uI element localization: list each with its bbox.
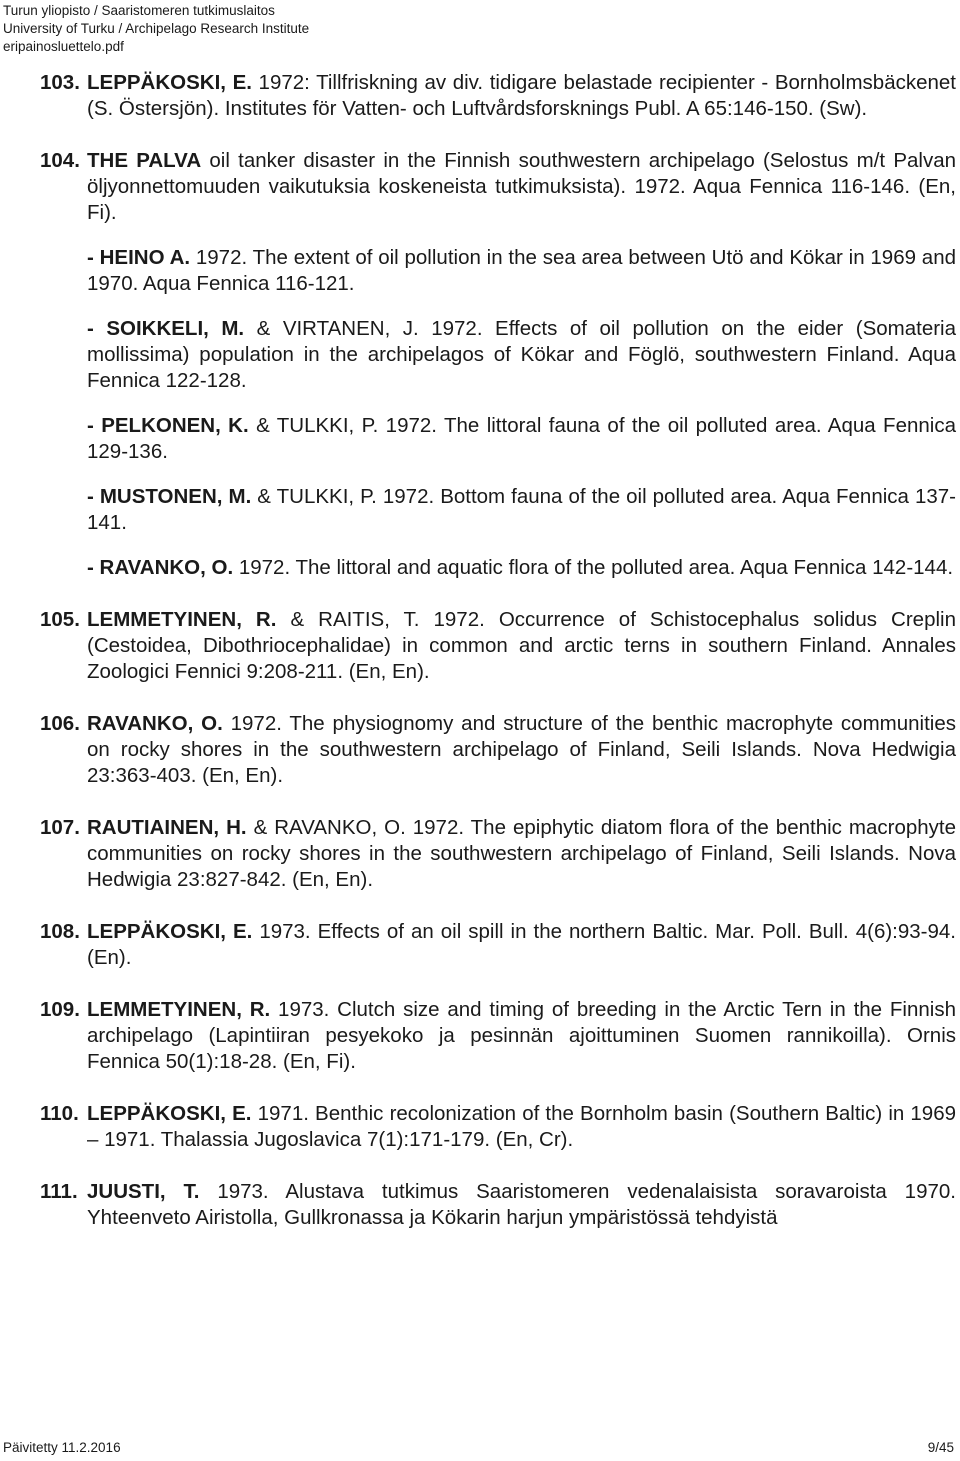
entry-author: LEMMETYINEN, R. (87, 998, 271, 1021)
entry-citation: 1973. Effects of an oil spill in the northern Baltic. Mar. Poll. Bull. 4(6):93-94. (En). (87, 920, 957, 969)
publication-entry-108 (40, 919, 956, 971)
entry-author: - MUSTONEN, M. (87, 485, 252, 508)
entry-number: 105. (40, 608, 80, 631)
publication-subentry-heino (40, 245, 956, 297)
publication-subentry-mustonen (40, 484, 956, 536)
entry-number: 110. (40, 1102, 79, 1125)
entry-citation: 1971. Benthic recolonization of the Bornholm basin (Southern Baltic) in 1969 – 1971. Thalassia Jugoslavica 7(1):171-179. (En, Cr). (87, 1102, 957, 1151)
last-updated-date: Päivitetty 11.2.2016 (3, 1440, 121, 1455)
publication-entry-107 (40, 815, 956, 893)
entry-number: 107. (40, 816, 80, 839)
entry-number: 109. (40, 998, 80, 1021)
publication-subentry-soikkeli (40, 316, 956, 394)
publication-subentry-pelkonen (40, 413, 956, 465)
entry-number: 106. (40, 712, 80, 735)
entry-citation: & TULKKI, P. 1972. Bottom fauna of the oil polluted area. Aqua Fennica 137-141. (87, 485, 956, 534)
publication-entry-105 (40, 607, 956, 685)
entry-number: 103. (40, 71, 80, 94)
entry-citation: 1973. Clutch size and timing of breeding in the Arctic Tern in the Finnish archipelago (Lapintiiran pesyekoko ja pesinnän ajoittuminen Suomen rannikoilla). Ornis Fennica 50(1):18-28. (En, Fi). (87, 998, 956, 1073)
entry-citation: 1972: Tillfriskning av div. tidigare belastade recipienter - Bornholmsbäckenet (S. Östersjön). Institutes för Vatten- och Luftvårdsforsknings Publ. A 65:146-150. (Sw). (87, 71, 957, 120)
entry-citation: & TULKKI, P. 1972. The littoral fauna of the oil polluted area. Aqua Fennica 129-136. (87, 414, 956, 463)
entry-author: - SOIKKELI, M. (87, 317, 245, 340)
header-institution-fi: Turun yliopisto / Saaristomeren tutkimuslaitos (3, 3, 275, 18)
entry-author: JUUSTI, T. (87, 1180, 200, 1203)
entry-author: LEPPÄKOSKI, E. (87, 920, 253, 943)
publication-entry-109 (40, 997, 956, 1075)
page-number: 9/45 (927, 1440, 954, 1455)
publication-entry-104 (40, 148, 956, 226)
entry-citation: & VIRTANEN, J. 1972. Effects of oil pollution on the eider (Somateria mollissima) population in the archipelagos of Kökar and Föglö, southwestern Finland. Aqua Fennica 122-128. (87, 317, 956, 392)
publication-list (40, 70, 956, 1257)
entry-author: - PELKONEN, K. (87, 414, 249, 437)
entry-author: LEPPÄKOSKI, E. (87, 1102, 252, 1125)
entry-citation: 1972. The physiognomy and structure of the benthic macrophyte communities on rocky shores in the southwestern archipelago of Finland, Seili Islands. Nova Hedwigia 23:363-403. (En, En). (87, 712, 956, 787)
publication-subentry-ravanko (40, 555, 956, 581)
entry-number: 108. (40, 920, 80, 943)
entry-number: 111. (40, 1180, 78, 1203)
entry-citation: 1972. The extent of oil pollution in the sea area between Utö and Kökar in 1969 and 1970. Aqua Fennica 116-121. (87, 246, 956, 295)
entry-citation: 1972. The littoral and aquatic flora of the polluted area. Aqua Fennica 142-144. (233, 556, 954, 579)
header-filename: eripainosluettelo.pdf (3, 39, 124, 54)
entry-author: - RAVANKO, O. (87, 556, 234, 579)
entry-citation: 1973. Alustava tutkimus Saaristomeren vedenalaisista soravaroista 1970. Yhteenveto Airistolla, Gullkronassa ja Kökarin harjun ympäristössä tehdyistä (87, 1180, 956, 1229)
header-institution-en: University of Turku / Archipelago Research Institute (3, 21, 310, 36)
entry-author: LEPPÄKOSKI, E. (87, 71, 252, 94)
entry-citation: & RAITIS, T. 1972. Occurrence of Schistocephalus solidus Creplin (Cestoidea, Dibothriocephalidae) in common and arctic terns in southern Finland. Annales Zoologici Fennici 9:208-211. (En, En). (87, 608, 956, 683)
entry-author: RAVANKO, O. (87, 712, 223, 735)
entry-author: - HEINO A. (87, 246, 191, 269)
publication-entry-106 (40, 711, 956, 789)
publication-entry-111 (40, 1179, 956, 1231)
page-header (3, 2, 309, 56)
publication-entry-110 (40, 1101, 956, 1153)
entry-author: RAUTIAINEN, H. (87, 816, 247, 839)
publication-entry-103 (40, 70, 956, 122)
entry-citation: oil tanker disaster in the Finnish southwestern archipelago (Selostus m/t Palvan öljyonnettomuuden vaikutuksia koskeneista tutkimuksista). 1972. Aqua Fennica 116-146. (En, Fi). (87, 149, 957, 224)
entry-number: 104. (40, 149, 80, 172)
entry-citation: & RAVANKO, O. 1972. The epiphytic diatom flora of the benthic macrophyte communities on rocky shores in the southwestern archipelago of Finland, Seili Islands. Nova Hedwigia 23:827-842. (En, En). (87, 816, 956, 891)
entry-author: LEMMETYINEN, R. (87, 608, 277, 631)
entry-author: THE PALVA (87, 149, 202, 172)
